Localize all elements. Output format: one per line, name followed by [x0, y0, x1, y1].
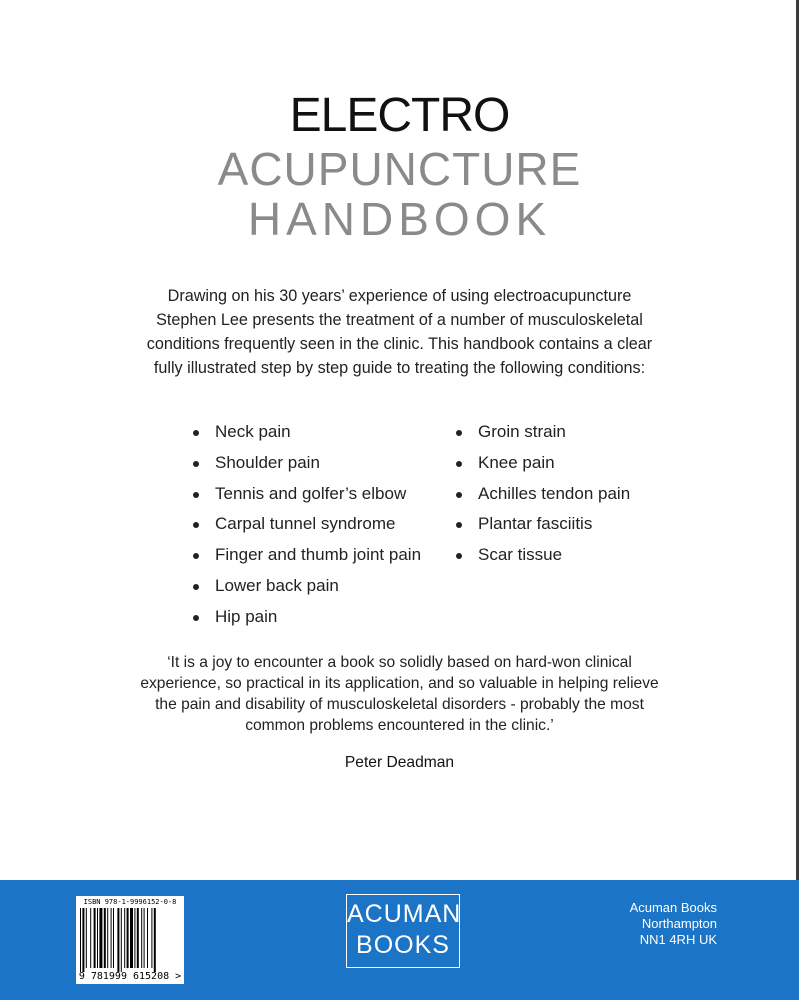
barcode-bar [141, 908, 142, 968]
barcode-bar [82, 908, 84, 972]
list-item: Neck pain [193, 417, 421, 448]
barcode-bar [130, 908, 133, 968]
barcode-bar [97, 908, 98, 968]
publisher-address [560, 900, 717, 948]
intro-line: conditions frequently seen in the clinic. This handbook contains a clear [146, 335, 653, 353]
list-item: Plantar fasciitis [456, 509, 630, 540]
list-item: Carpal tunnel syndrome [193, 509, 421, 540]
list-item: Hip pain [193, 602, 421, 633]
quote-line: ‘It is a joy to encounter a book so solidly based on hard-won clinical [167, 654, 632, 671]
list-item: Shoulder pain [193, 448, 421, 479]
barcode-bar [80, 908, 81, 972]
barcode-bar [99, 908, 102, 968]
barcode-bar [117, 908, 119, 972]
title-line-2: ACUPUNCTURE [217, 143, 582, 195]
barcode-bar [111, 908, 112, 968]
barcode-bar [113, 908, 114, 968]
title-line-3: HANDBOOK [247, 193, 552, 245]
quote-line: common problems encountered in the clinic.’ [245, 717, 554, 734]
list-item: Groin strain [456, 417, 630, 448]
conditions-list-left [193, 417, 421, 633]
address-line: NN1 4RH UK [639, 932, 717, 947]
list-item: Finger and thumb joint pain [193, 540, 421, 571]
intro-line: fully illustrated step by step guide to treating the following conditions: [153, 359, 646, 377]
logo-line-1: ACUMAN [347, 900, 462, 928]
barcode-bar [144, 908, 145, 968]
list-item: Lower back pain [193, 571, 421, 602]
barcode-bar [154, 908, 156, 972]
quote-line: the pain and disability of musculoskeletal disorders - probably the most [155, 696, 644, 713]
barcode-bar [86, 908, 87, 968]
barcode-bar [137, 908, 139, 968]
logo-line-2: BOOKS [356, 931, 450, 959]
quote-author: Peter Deadman [344, 754, 455, 771]
intro-paragraph [120, 284, 679, 380]
barcode-bar [124, 908, 125, 968]
barcode-bar [94, 908, 96, 968]
list-item: Knee pain [456, 448, 630, 479]
barcode-bar [90, 908, 91, 968]
isbn-label: ISBN 978-1-9996152-0-8 [83, 898, 177, 906]
intro-line: Stephen Lee presents the treatment of a number of musculoskeletal [156, 311, 643, 329]
address-line: Acuman Books [629, 900, 717, 915]
list-item: Tennis and golfer’s elbow [193, 479, 421, 510]
isbn-barcode [76, 896, 184, 984]
barcode-bar [147, 908, 148, 968]
quote-line: experience, so practical in its application, and so valuable in helping relieve [140, 675, 659, 692]
barcode-bar [104, 908, 106, 968]
list-item: Achilles tendon pain [456, 479, 630, 510]
barcode-bar [127, 908, 129, 968]
barcode-bar [151, 908, 152, 968]
barcode-digits: 9 781999 615208 > [78, 971, 182, 982]
testimonial-quote [120, 652, 679, 736]
conditions-list-right [456, 417, 630, 571]
barcode-bar [107, 908, 108, 968]
title-line-1: ELECTRO [289, 89, 510, 142]
publisher-logo [346, 894, 460, 968]
list-item: Scar tissue [456, 540, 630, 571]
intro-line: Drawing on his 30 years’ experience of using electroacupuncture [167, 287, 632, 305]
barcode-bar [134, 908, 135, 968]
barcode-bar [121, 908, 122, 972]
address-line: Northampton [641, 916, 717, 931]
